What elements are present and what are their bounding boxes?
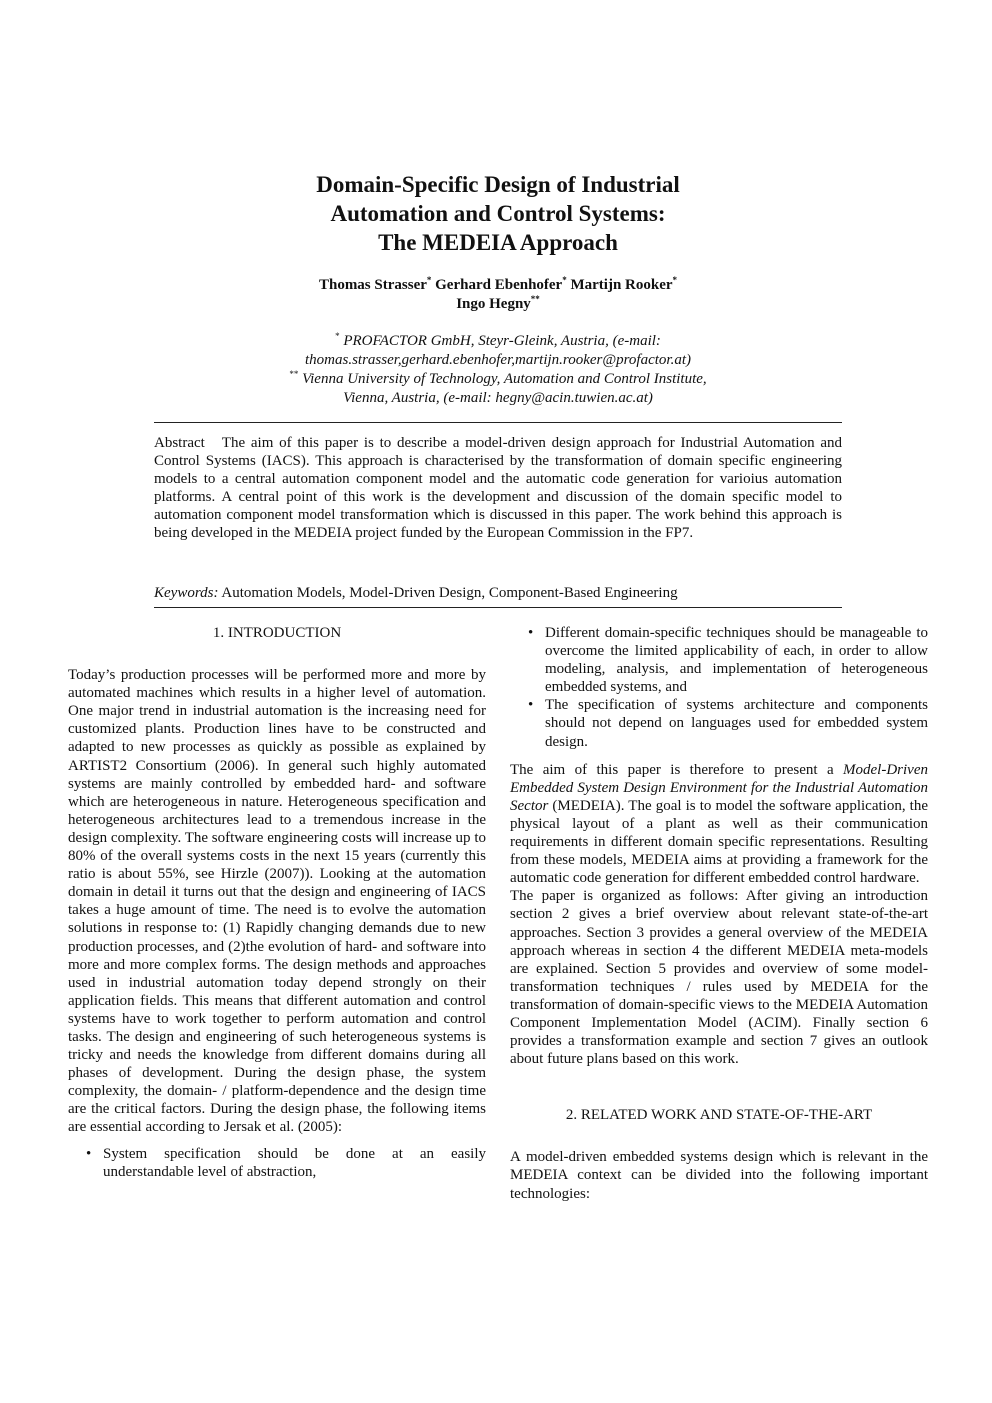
abstract-label: Abstract <box>154 435 205 451</box>
affiliation-line: thomas.strasser,gerhard.ebenhofer,martijn.rooker@profactor.at) <box>304 352 692 368</box>
aim-paragraph <box>510 761 928 888</box>
title-line-2: Automation and Control Systems: <box>330 201 666 226</box>
author-name: Ingo Hegny <box>456 296 531 312</box>
section-heading: 2. RELATED WORK AND STATE-OF-THE-ART <box>565 1107 873 1124</box>
right-column <box>510 624 928 1203</box>
aim-text: The aim of this paper is therefore to present a <box>510 761 844 778</box>
author-affil-mark: * <box>426 275 432 285</box>
affiliation-line: PROFACTOR GmbH, Steyr-Gleink, Austria, (e-mail: <box>343 333 661 349</box>
affiliation-line: Vienna University of Technology, Automation and Control Institute, <box>302 371 707 387</box>
author-name: Gerhard Ebenhofer <box>435 277 563 293</box>
keywords-label: Keywords: <box>154 585 219 601</box>
keywords-text: Automation Models, Model-Driven Design, Component-Based Engineering <box>221 585 678 601</box>
author-affil-mark: * <box>562 275 567 285</box>
affiliations <box>150 332 846 408</box>
keywords <box>154 584 842 602</box>
left-column <box>68 624 486 1181</box>
top-divider <box>154 422 842 423</box>
abstract <box>154 434 842 542</box>
paper-title <box>150 170 846 257</box>
aim-text: (MEDEIA). The goal is to model the software application, the physical layout of a plant as well as their communication requirements in different domain specific representations. Resulting from these models, MEDEIA aims at providing a framework for the automatic code generation for different embedded control hardware. <box>510 797 928 887</box>
organization-paragraph: The paper is organized as follows: After giving an introduction section 2 gives a brief overview about relevant state-of-the-art approaches. Section 3 provides a general overview of the MEDEIA approach whereas in section 4 the different MEDEIA meta-models are explained. Section 5 provides and overview of some model-transformation techniques / rules used by MEDEIA for the transformation of domain-specific views to the MEDEIA Automation Component Implementation Model (ACIM). Finally section 6 provides a transformation example and section 7 gives an outlook about future plans based on this work. <box>510 888 928 1068</box>
list-item: • Different domain-specific techniques should be manageable to overcome the limited applicability of each, in order to allow modeling, analysis, and implementation of heterogeneous embedded systems, and <box>545 624 928 696</box>
aim-emphasis: Model-Driven Embedded System Design Environment for the Industrial Automation Sector <box>510 761 928 814</box>
bottom-divider <box>154 607 842 608</box>
intro-paragraph: Today’s production processes will be performed more and more by automated machines which results in a higher level of automation. One major trend in industrial automation is the increasing need for customized plants. Production lines have to be constructed and adapted to new processes as quickly as possible as explained by ARTIST2 Consortium (2006). In general such highly automated systems are mainly controlled by embedded hard- and software which are heterogeneous in nature. Heterogeneous specification and heterogeneous architectures lead to a tremendous increase in the design complexity. The software engineering costs will increase up to 80% of the overall systems costs in the next 15 years (currently this ratio is about 55%, see Hirzle (2007)). Looking at the automation domain in detail it turns out that the design and engineering of IACS takes a huge amount of time. The need is to evolve the automation solutions in response to: (1) Rapidly changing demands due to new production processes, and (2)the evolution of hard- and software into more and more complex forms. The design methods and approaches used in industrial automation today depend strongly on their application fields. This means that different automation and control systems have to work together to perform automation and control tasks. The design and engineering of such heterogeneous systems is tricky and needs the knowledge from different domains during all phases of development. During the design phase, the system complexity, the domain- / platform-dependence and the design time are the critical factors. During the design phase, the following items are essential according to Jersak et al. (2005): <box>68 667 486 1136</box>
title-line-1: Domain-Specific Design of Industrial <box>316 172 680 197</box>
author-affil-mark: ** <box>530 294 540 304</box>
affil-mark: ** <box>289 369 299 379</box>
affil-mark: * <box>335 331 340 341</box>
author-name: Martijn Rooker <box>570 277 673 293</box>
author-list <box>150 276 846 314</box>
affiliation-line: Vienna, Austria, (e-mail: hegny@acin.tuwien.ac.at) <box>343 390 653 406</box>
requirements-list <box>68 1145 486 1181</box>
list-item: • System specification should be done at an easily understandable level of abstraction, <box>103 1145 486 1181</box>
related-work-paragraph: A model-driven embedded systems design which is relevant in the MEDEIA context can be divided into the following important technologies: <box>510 1149 928 1202</box>
abstract-text: The aim of this paper is to describe a model-driven design approach for Industrial Automation and Control Systems (IACS). This approach is characterised by the transformation of domain specific engineering models to a central automation component model and the automatic code generation for varioius automation platforms. A central point of this work is the development and discussion of the domain specific model to automation component model transformation which is discussed in this paper. The work behind this approach is being developed in the MEDEIA project funded by the European Commission in the FP7. <box>154 435 842 541</box>
requirements-list-cont <box>510 624 928 751</box>
section-heading: 1. INTRODUCTION <box>212 625 342 641</box>
list-item: • The specification of systems architecture and components should not depend on languages used for embedded system design. <box>545 696 928 750</box>
title-line-3: The MEDEIA Approach <box>378 230 618 255</box>
author-name: Thomas Strasser <box>318 277 427 293</box>
author-affil-mark: * <box>672 275 678 285</box>
